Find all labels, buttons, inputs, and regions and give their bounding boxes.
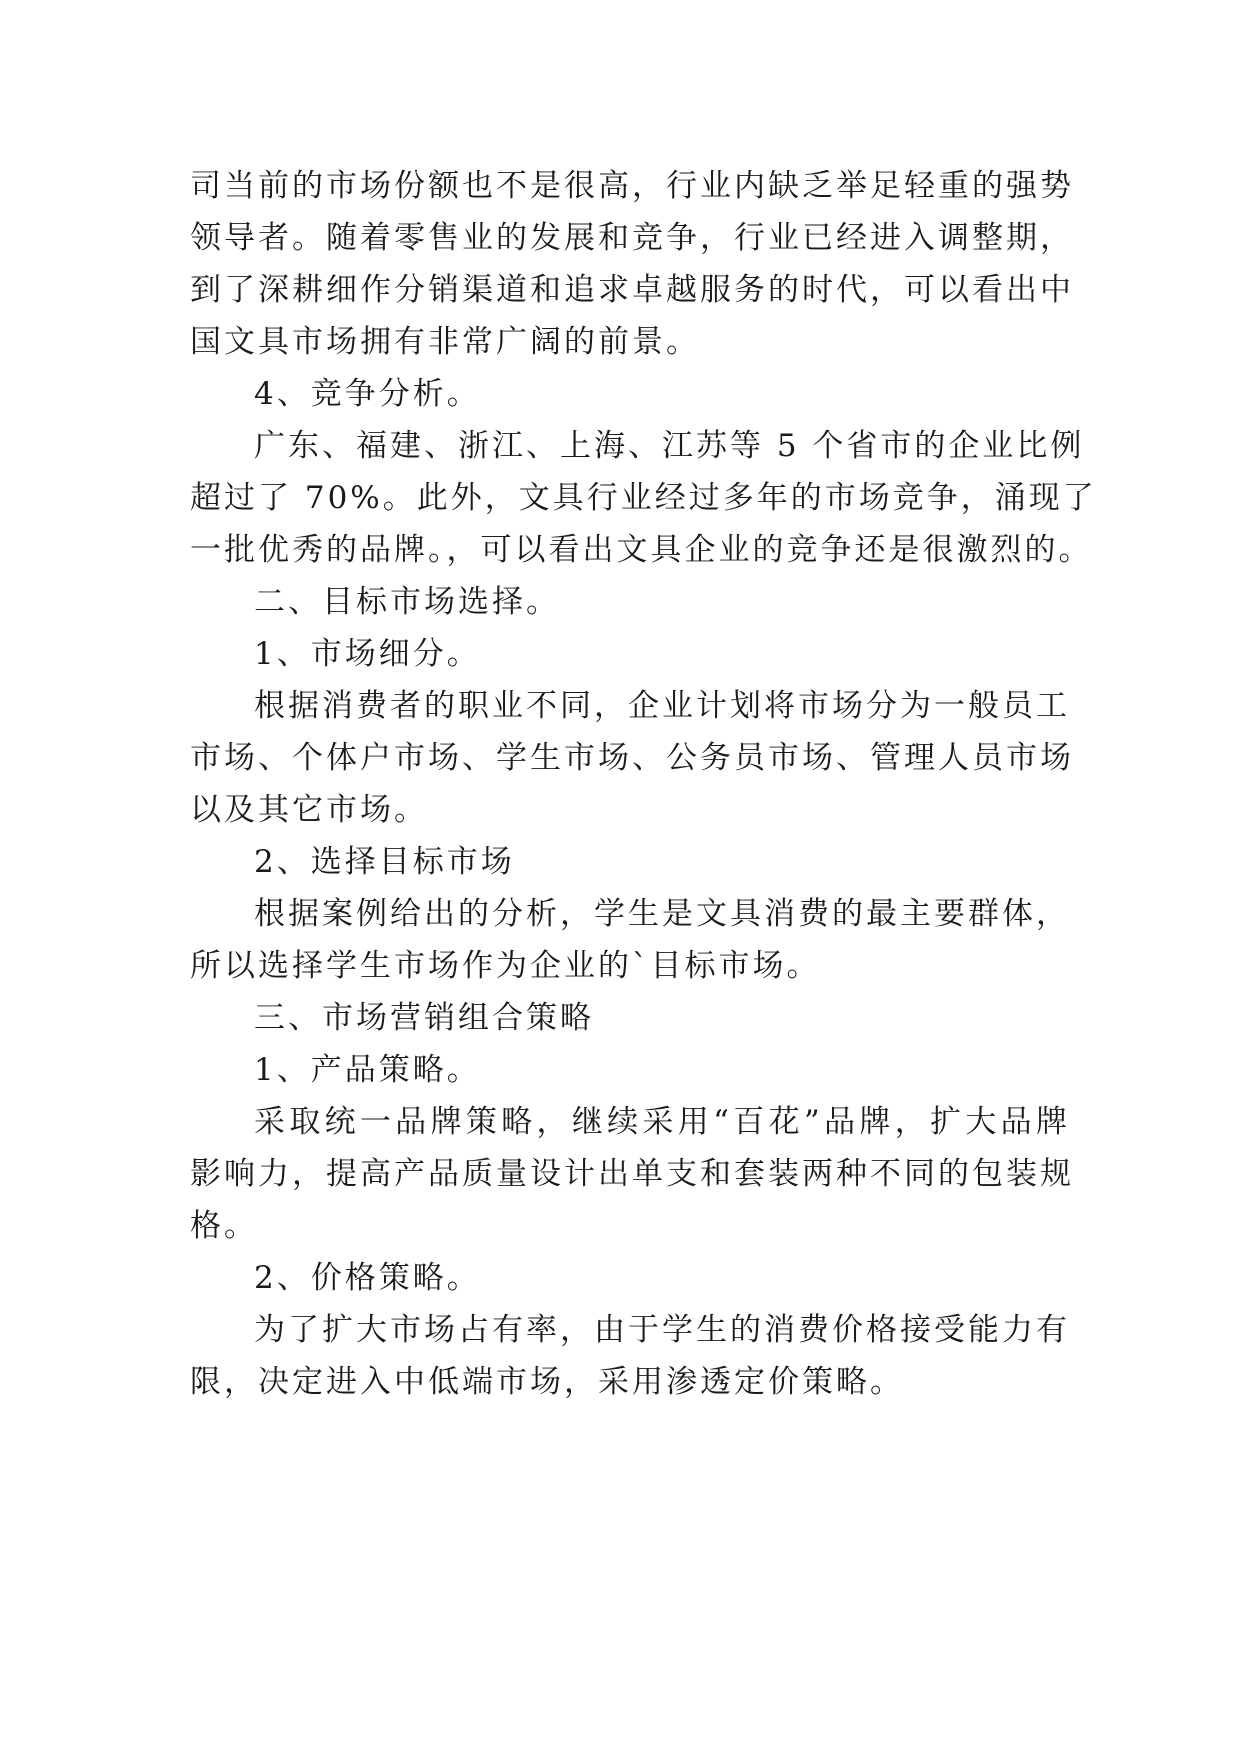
paragraph-segmentation (190, 680, 1074, 836)
text-line: 市场、个体户市场、学生市场、公务员市场、管理人员市场 (190, 740, 1074, 776)
text-line: 所以选择学生市场作为企业的`目标市场。 (190, 948, 821, 984)
text-line: 一批优秀的品牌。，可以看出文具企业的竞争还是很激烈的。 (190, 532, 1093, 568)
document-page (190, 160, 1097, 1408)
text-line: 根据消费者的职业不同，企业计划将市场分为一般员工 (254, 688, 1070, 724)
text-line: 格。 (190, 1208, 258, 1244)
text-line: 影响力，提高产品质量设计出单支和套装两种不同的包装规 (190, 1156, 1074, 1192)
text-line: 领导者。随着零售业的发展和竞争，行业已经进入调整期， (190, 220, 1074, 256)
paragraph-market-overview (190, 160, 1074, 368)
section-heading-marketing-mix: 三、市场营销组合策略 (254, 1000, 594, 1036)
text-line: 到了深耕细作分销渠道和追求卓越服务的时代，可以看出中 (190, 272, 1074, 308)
text-line: 超过了 70%。此外，文具行业经过多年的市场竞争，涌现了 (190, 480, 1097, 516)
section-heading-product: 1、产品策略。 (254, 1052, 481, 1088)
paragraph-competition (190, 420, 1097, 576)
text-line: 广东、福建、浙江、上海、江苏等 5 个省市的企业比例 (254, 428, 1085, 464)
paragraph-price (190, 1304, 1070, 1408)
text-line: 国文具市场拥有非常广阔的前景。 (190, 324, 700, 360)
section-heading-competition: 4、竞争分析。 (254, 376, 481, 412)
paragraph-select-target (190, 888, 1070, 992)
section-heading-segmentation: 1、市场细分。 (254, 636, 481, 672)
text-line: 司当前的市场份额也不是很高，行业内缺乏举足轻重的强势 (190, 168, 1074, 204)
text-line: 以及其它市场。 (190, 792, 428, 828)
paragraph-product (190, 1096, 1074, 1252)
text-line: 根据案例给出的分析，学生是文具消费的最主要群体， (254, 896, 1070, 932)
section-heading-price: 2、价格策略。 (254, 1260, 481, 1296)
section-heading-select-target: 2、选择目标市场 (254, 844, 515, 880)
text-line: 限，决定进入中低端市场，采用渗透定价策略。 (190, 1364, 904, 1400)
text-line: 为了扩大市场占有率，由于学生的消费价格接受能力有 (254, 1312, 1070, 1348)
section-heading-target-market: 二、目标市场选择。 (254, 584, 560, 620)
text-line: 采取统一品牌策略，继续采用“百花”品牌，扩大品牌 (254, 1104, 1070, 1140)
